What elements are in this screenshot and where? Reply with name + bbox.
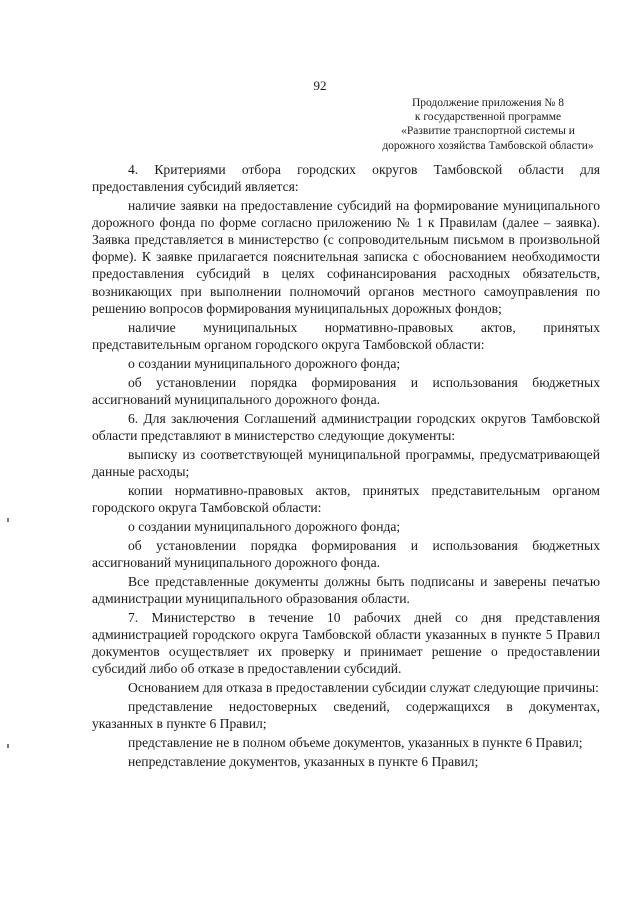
- paragraph: представление не в полном объеме документов, указанных в пункте 6 Правил;: [128, 735, 583, 751]
- paragraph: Все представленные документы должны быть подписаны и заверены печатью администрации муниципального образования области.: [92, 574, 600, 607]
- paragraph: об установлении порядка формирования и использования бюджетных ассигнований муниципального дорожного фонда.: [92, 374, 600, 407]
- paragraph: наличие муниципальных нормативно-правовых актов, принятых представительным органом городского округа Тамбовской области:: [92, 319, 600, 352]
- header-line: дорожного хозяйства Тамбовской области»: [382, 139, 594, 152]
- document-body: [92, 161, 600, 772]
- appendix-header: [370, 96, 606, 153]
- paragraph: 6. Для заключения Соглашений администрации городских округов Тамбовской области представляют в министерство следующие документы:: [92, 410, 600, 443]
- scan-mark: [7, 518, 9, 522]
- paragraph: непредставление документов, указанных в пункте 6 Правил;: [128, 754, 479, 770]
- paragraph: об установлении порядка формирования и использования бюджетных ассигнований муниципального дорожного фонда.: [92, 537, 600, 571]
- paragraph: о создании муниципального дорожного фонда;: [128, 355, 401, 371]
- header-line: «Развитие транспортной системы и: [401, 125, 575, 138]
- page-number: 92: [313, 78, 327, 93]
- paragraph: 4. Критериями отбора городских округов Тамбовской области для предоставления субсидий является:: [92, 162, 600, 195]
- paragraph: наличие заявки на предоставление субсидий на формирование муниципального дорожного фонда по форме согласно приложению № 1 к Правилам (далее – заявка). Заявка представляется в министерство (с сопроводительным письмом в произвольной форме). К заявке прилагается пояснительная записка с обоснованием необходимости предоставления субсидий в целях софинансирования расходных обязательств, возникающих при выполнении полномочий органов местного самоуправления по решению вопросов формирования муниципальных дорожных фондов;: [92, 198, 600, 316]
- paragraph: копии нормативно-правовых актов, принятых представительным органом городского округа Тамбовской области:: [92, 482, 600, 516]
- paragraph: выписку из соответствующей муниципальной программы, предусматривающей данные расходы;: [92, 446, 600, 479]
- paragraph: Основанием для отказа в предоставлении субсидии служат следующие причины:: [128, 680, 599, 696]
- paragraph: о создании муниципального дорожного фонда;: [128, 519, 401, 534]
- header-line: Продолжение приложения № 8: [411, 97, 565, 109]
- paragraph: представление недостоверных сведений, содержащихся в документах, указанных в пункте 6 Правил;: [92, 699, 600, 732]
- paragraph: 7. Министерство в течение 10 рабочих дней со дня представления администрацией городского округа Тамбовской области указанных в пункте 5 Правил документов осуществляет их проверку и принимает решение о предоставлении субсидий либо об отказе в предоставлении субсидий.: [92, 610, 600, 677]
- header-line: к государственной программе: [414, 111, 562, 124]
- scan-mark: [7, 744, 9, 748]
